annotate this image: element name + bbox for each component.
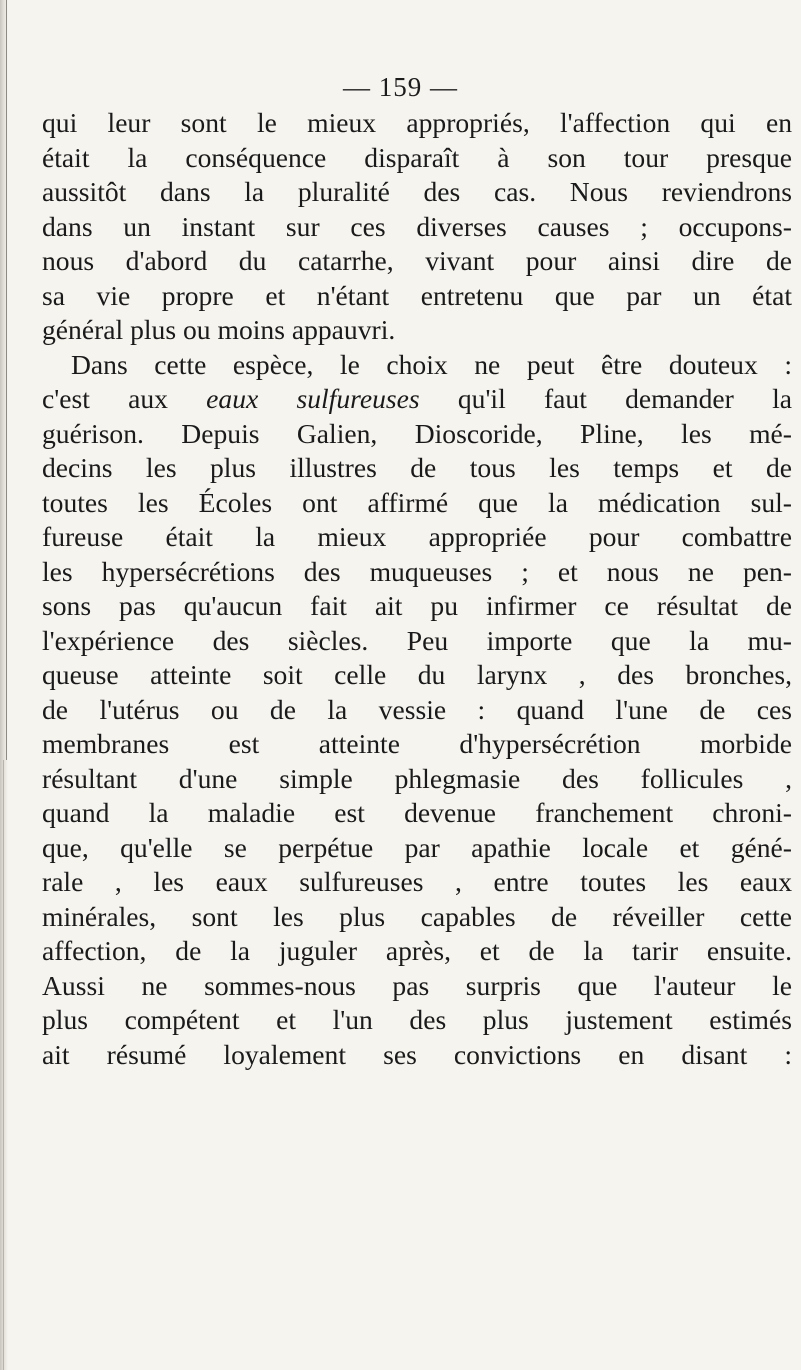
text-line: fureuse était la mieux appropriée pour combattre: [42, 521, 792, 552]
text-line: quand la maladie est devenue franchement chroni-: [42, 797, 792, 828]
text-line: qui leur sont le mieux appropriés, l'affection qui en: [42, 107, 792, 138]
text-line: de l'utérus ou de la vessie : quand l'une de ces: [42, 693, 792, 725]
text-line: l'expérience des siècles. Peu importe que la mu-: [42, 624, 792, 656]
text-line: plus compétent et l'un des plus justement estimés: [42, 1004, 792, 1035]
text-line: sa vie propre et n'étant entretenu que par un état: [42, 279, 792, 311]
text-line: nous d'abord du catarrhe, vivant pour ainsi dire de: [42, 245, 792, 276]
text-fragment: qu'il faut demander la: [419, 383, 793, 414]
text-line: minérales, sont les plus capables de réveiller cette: [42, 900, 792, 932]
text-line: rale , les eaux sulfureuses , entre toutes les eaux: [42, 866, 792, 897]
text-line: ait résumé loyalement ses convictions en disant :: [42, 1038, 792, 1070]
text-line: sons pas qu'aucun fait ait pu infirmer ce résultat de: [42, 590, 792, 621]
text-line: était la conséquence disparaît à son tour presque: [42, 141, 792, 173]
text-fragment: c'est aux: [42, 383, 207, 414]
page-number: — 159 —: [343, 72, 458, 102]
body-text: [42, 106, 792, 1072]
text-line: aussitôt dans la pluralité des cas. Nous reviendrons: [42, 176, 792, 207]
text-line: guérison. Depuis Galien, Dioscoride, Pline, les mé-: [42, 417, 792, 449]
paragraph-start-line: Dans cette espèce, le choix ne peut être douteux :: [71, 348, 792, 380]
text-line: que, qu'elle se perpétue par apathie locale et géné-: [42, 831, 792, 863]
binding-shadow: [6, 0, 7, 760]
text-line: membranes est atteinte d'hypersécrétion morbide: [42, 728, 792, 759]
text-line: général plus ou moins appauvri.: [42, 314, 396, 345]
text-line: decins les plus illustres de tous les temps et de: [42, 452, 792, 483]
text-line: affection, de la juguler après, et de la tarir ensuite.: [42, 935, 792, 966]
text-line: toutes les Écoles ont affirmé que la médication sul-: [42, 486, 792, 518]
text-line: les hypersécrétions des muqueuses ; et nous ne pen-: [42, 555, 792, 587]
text-line: Aussi ne sommes-nous pas surpris que l'auteur le: [42, 969, 792, 1001]
text-line: résultant d'une simple phlegmasie des follicules ,: [42, 762, 792, 794]
binding-shadow-lower: [3, 760, 4, 1370]
italic-term: eaux sulfureuses: [206, 383, 420, 414]
text-line: dans un instant sur ces diverses causes ; occupons-: [42, 210, 792, 242]
text-line-with-italic: [42, 382, 792, 417]
text-line: queuse atteinte soit celle du larynx , des bronches,: [42, 659, 792, 690]
